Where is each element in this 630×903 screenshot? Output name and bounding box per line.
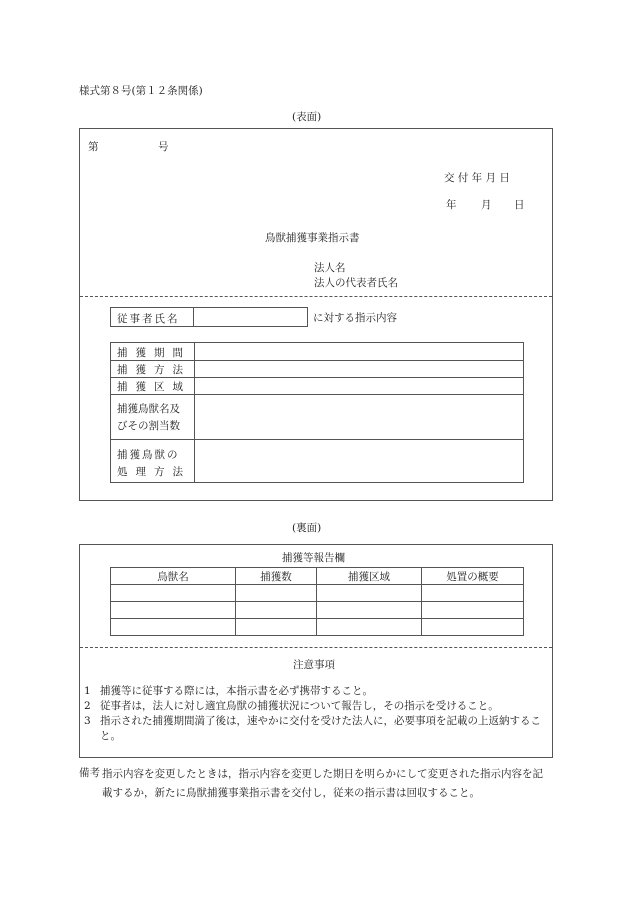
- worker-name-label: 従事者氏名: [117, 313, 180, 325]
- table-cell[interactable]: [111, 585, 236, 602]
- col-count: 捕獲数: [236, 568, 317, 585]
- notes-list: [84, 684, 554, 744]
- table-cell[interactable]: [422, 602, 524, 619]
- remarks-text: 指示内容を変更したときは，指示内容を変更した期日を明らかにして変更された指示内容を記載するか，新たに鳥獣捕獲事業指示書を交付し，従来の指示書は回収すること。: [102, 768, 543, 799]
- number-prefix: 第: [88, 141, 99, 153]
- instruction-suffix: に対する指示内容: [313, 312, 397, 324]
- report-table: [110, 567, 524, 636]
- date-month: 月: [481, 199, 492, 211]
- col-action: 処置の概要: [422, 568, 524, 585]
- row-label-species-line2: びその割当数: [117, 420, 180, 432]
- front-divider: [80, 296, 552, 297]
- col-species: 鳥獣名: [111, 568, 236, 585]
- instruction-table: [110, 342, 524, 483]
- rep-name-label: 法人の代表者氏名: [314, 277, 398, 289]
- row-label-capture-method: 捕獲方法: [117, 364, 191, 376]
- note-number: 3: [84, 715, 91, 727]
- report-header-row: [111, 568, 524, 585]
- note-item: [84, 714, 554, 744]
- table-cell[interactable]: [317, 602, 422, 619]
- table-row: [111, 619, 524, 636]
- note-text: 捕獲等に従事する際には，本指示書を必ず携帯すること。: [100, 685, 373, 697]
- table-cell[interactable]: [111, 619, 236, 636]
- front-label: (表面): [292, 111, 322, 123]
- row-label-capture-area: 捕獲区域: [117, 381, 191, 393]
- note-item: [84, 699, 554, 714]
- form-id: 様式第８号(第１２条関係): [79, 85, 203, 97]
- col-area: 捕獲区域: [317, 568, 422, 585]
- note-text: 指示された捕獲期間満了後は，速やかに交付を受けた法人に，必要事項を記載の上返納すること。: [100, 715, 541, 742]
- row-label-species-line1: 捕獲鳥獣名及: [117, 403, 180, 415]
- row-label-disposal-line1: 捕獲鳥獣の: [117, 449, 180, 461]
- table-row: [111, 602, 524, 619]
- report-title: 捕獲等報告欄: [282, 552, 345, 564]
- number-suffix: 号: [158, 141, 169, 153]
- notes-title: 注意事項: [293, 659, 335, 671]
- table-cell[interactable]: [111, 602, 236, 619]
- worker-name-field: [110, 307, 308, 327]
- note-number: 1: [84, 685, 91, 697]
- table-cell[interactable]: [236, 585, 317, 602]
- back-divider: [80, 647, 552, 648]
- table-row: [111, 585, 524, 602]
- table-cell[interactable]: [317, 585, 422, 602]
- table-cell[interactable]: [236, 602, 317, 619]
- table-cell[interactable]: [422, 619, 524, 636]
- note-item: [84, 684, 554, 699]
- date-year: 年: [446, 199, 457, 211]
- document-title: 鳥獣捕獲事業指示書: [265, 232, 360, 244]
- note-number: 2: [84, 700, 91, 712]
- row-label-disposal-line2: 処理方法: [117, 466, 191, 478]
- front-box: [79, 128, 553, 501]
- table-cell[interactable]: [422, 585, 524, 602]
- back-label: (裏面): [292, 522, 322, 534]
- date-day: 日: [514, 199, 525, 211]
- note-text: 従事者は，法人に対し適宜鳥獣の捕獲状況について報告し，その指示を受けること。: [100, 700, 499, 712]
- table-cell[interactable]: [236, 619, 317, 636]
- row-label-capture-period: 捕獲期間: [117, 347, 191, 359]
- remarks-label: 備考: [79, 767, 100, 779]
- corp-name-label: 法人名: [314, 262, 346, 274]
- table-cell[interactable]: [317, 619, 422, 636]
- issue-date-label: 交 付 年 月 日: [444, 172, 510, 184]
